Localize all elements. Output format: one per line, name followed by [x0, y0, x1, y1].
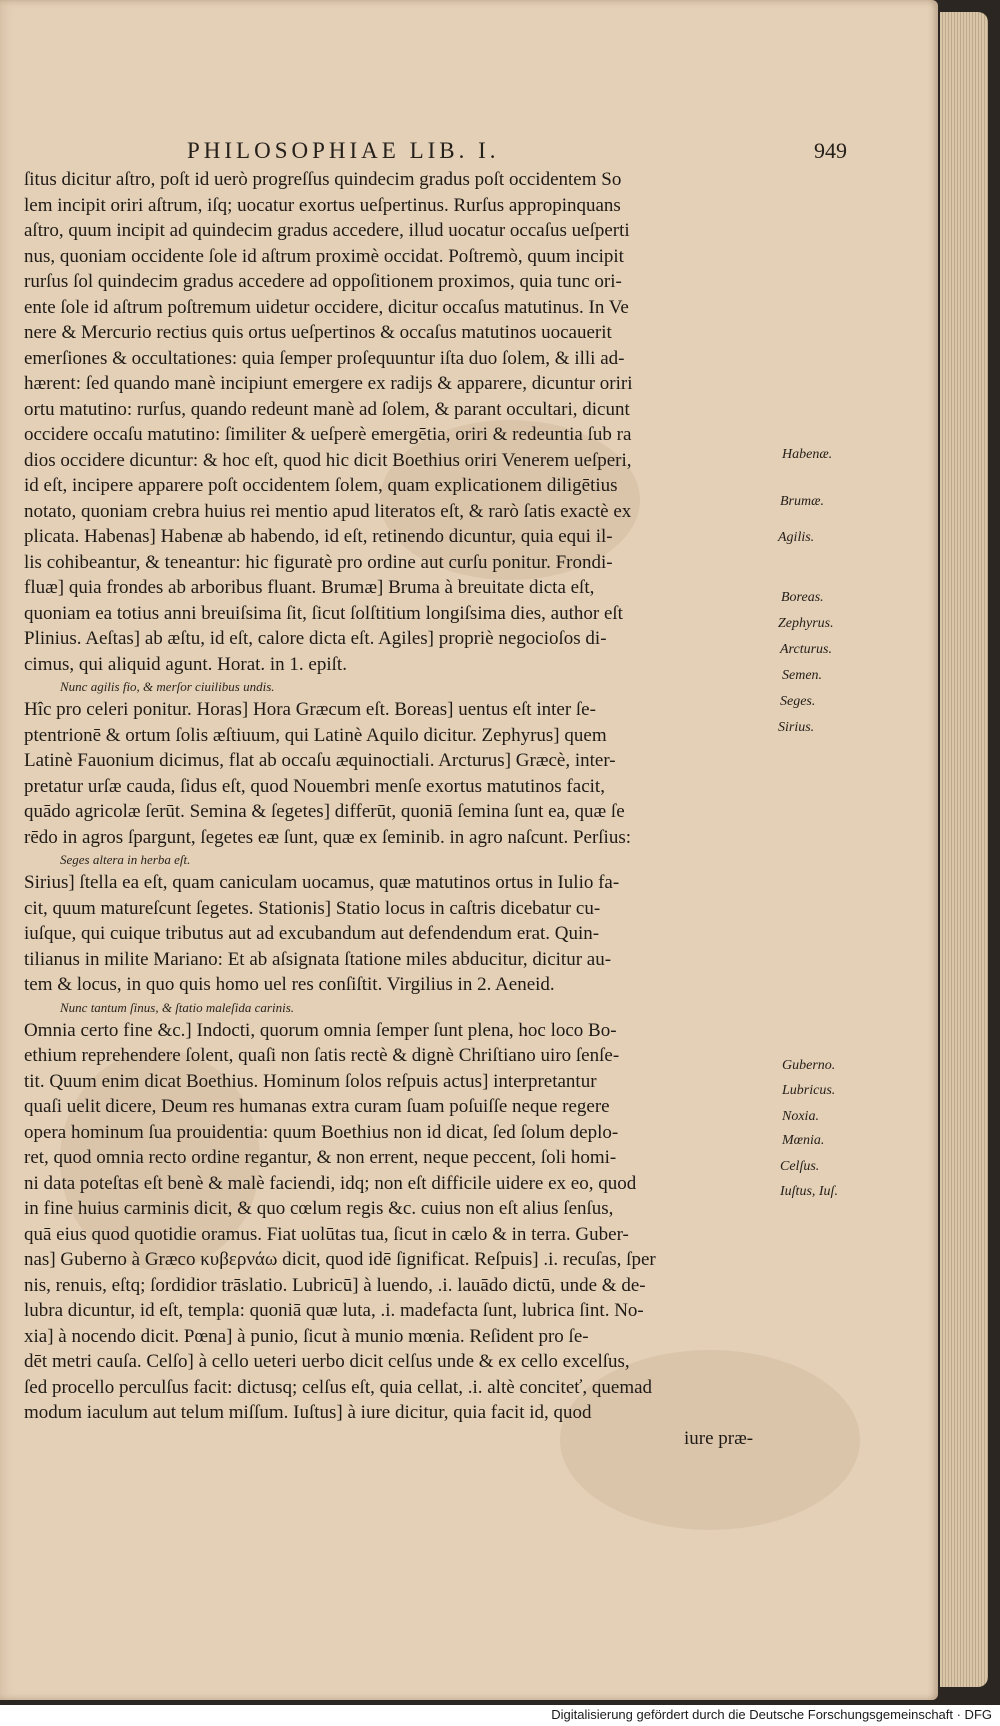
text-line: nus, quoniam occidente ſole id aſtrum proximè occidat. Poſtremò, quum incipit [24, 245, 624, 267]
margin-note: Brumæ. [780, 494, 824, 509]
page-header [187, 138, 847, 166]
text-line: Omnia certo fine &c.] Indocti, quorum omnia ſemper ſunt plena, hoc loco Bo- [24, 1019, 617, 1041]
text-line: lem incipit oriri aſtrum, iſq; uocatur exortus ueſpertinus. Rurſus appropinquans [24, 194, 621, 216]
text-line: nas] Guberno à Græco κυβερνάω dicit, quod idē ſignificat. Reſpuis] .i. recuſas, ſper [24, 1249, 656, 1270]
text-line: tit. Quum enim dicat Boethius. Hominum ſolos reſpuis actus] interpretantur [24, 1070, 597, 1092]
verse-quotation: Nunc agilis fio, & merſor ciuilibus undis. [60, 679, 275, 694]
digitization-footer [0, 1705, 1000, 1726]
text-line: hærent: ſed quando manè incipiunt emergere ex radijs & apparere, dicuntur oriri [24, 373, 633, 394]
text-line: notato, quoniam crebra huius rei mentio apud literatos eſt, & rarò ſatis exactè ex [24, 500, 632, 522]
text-line: emerſiones & occultationes: quia ſemper proſequuntur iſta duo ſolem, & illi ad- [24, 347, 625, 369]
margin-note: Agilis. [778, 530, 815, 545]
verse-quotation: Nunc tantum ſinus, & ſtatio maleſida carinis. [60, 999, 294, 1015]
margin-note: Habenæ. [782, 447, 833, 462]
text-line: Hîc pro celeri ponitur. Horas] Hora Græcum eſt. Boreas] uentus eſt inter ſe- [24, 699, 596, 720]
running-head: PHILOSOPHIAE LIB. I. [187, 138, 500, 163]
text-line: ſed procello perculſus facit: dictusq; celſus eſt, quia cellat, .i. altè conciteť, quemad [24, 1376, 653, 1398]
text-line: iuſque, qui cuique tributus aut ad excubandum aut defendendum erat. Quin- [24, 923, 600, 944]
margin-note: Sirius. [778, 720, 815, 735]
book-fore-edge [940, 12, 988, 1687]
margin-note: Boreas. [781, 590, 824, 605]
text-line: pretatur urſæ cauda, ſidus eſt, quod Nouembri menſe exortus matutinos facit, [24, 775, 605, 797]
text-line: Latinè Fauonium dicimus, flat ab occaſu æquinoctiali. Arcturus] Græcè, inter- [24, 750, 616, 771]
margin-note: Lubricus. [782, 1083, 836, 1098]
text-line: Sirius] ſtella ea eſt, quam caniculam uocamus, quæ matutinos ortus in Iulio fa- [24, 872, 620, 893]
text-line: tilianus in milite Mariano: Et ab aſsignata ſtatione miles abducitur, dicitur au- [24, 948, 612, 970]
text-line: ret, quod omnia recto ordine regantur, & non errent, neque peccent, ſoli homi- [24, 1147, 617, 1168]
margin-note: Arcturus. [780, 642, 832, 657]
text-line: id eſt, incipere apparere poſt occidentem ſolem, quam explicationem diligētius [24, 475, 618, 496]
text-line: quā eius quod quotidie oramus. Fiat uolūtas tua, ſicut in cælo & in terra. Guber- [24, 1223, 629, 1245]
margin-note: Zephyrus. [778, 616, 834, 631]
text-line: fluæ] quia frondes ab arboribus fluant. Brumæ] Bruma à breuitate dicta eſt, [24, 577, 595, 598]
margin-note: Iuſtus, Iuſ. [780, 1184, 838, 1199]
text-line: lubra dicuntur, id eſt, templa: quoniā quæ luta, .i. madefacta ſunt, lubrica ſint. No- [24, 1300, 644, 1321]
text-line: rurſus ſol quindecim gradus accedere ad oppoſitionem proximos, quia tunc ori- [24, 271, 622, 292]
text-line: ortu matutino: rurſus, quando redeunt manè ad ſolem, & parant occultari, dicunt [24, 398, 630, 420]
text-line: dēt metri cauſa. Celſo] à cello ueteri uerbo dicit celſus unde & ex cello excelſus, [24, 1351, 630, 1372]
text-line: dios occidere dicuntur: & hoc eſt, quod hic dicit Boethius oriri Venerem ueſperi, [24, 449, 632, 471]
margin-note: Noxia. [782, 1109, 819, 1124]
text-line: ſitus dicitur aſtro, poſt id uerò progreſſus quindecim gradus poſt occidentem So [24, 169, 622, 190]
text-line: cimus, qui aliquid agunt. Horat. in 1. epiſt. [24, 653, 347, 675]
margin-note: Seges. [780, 694, 816, 709]
text-line: xia] à nocendo dicit. Pœna] à punio, ſicut à munio mœnia. Reſident pro ſe- [24, 1325, 589, 1347]
page-number: 949 [814, 138, 847, 163]
text-line: ente ſole id aſtrum poſtremum uidetur occidere, dicitur occaſus matutinus. In Ve [24, 296, 629, 318]
text-line: lis cohibeantur, & teneantur: hic figuratè pro ordine aut curſu ponitur. Frondi- [24, 551, 613, 573]
text-line: ethium reprehendere ſolent, quaſi non ſatis rectè & dignè Chriſtiano uiro ſenſe- [24, 1045, 620, 1066]
text-line: ptentrionē & ortum ſolis æſtiuum, qui Latinè Aquilo dicitur. Zephyrus] quem [24, 724, 607, 746]
text-line: in fine huius carminis dicit, & quo cœlum regis &c. cuius non eſt alius ſenſus, [24, 1198, 614, 1219]
text-line: nis, renuis, eſtq; ſordidior trāslatio. Lubricū] à luendo, .i. lauādo dictū, unde & de- [24, 1274, 646, 1296]
text-line: modum iaculum aut telum miſſum. Iuſtus] à iure dicitur, quia facit id, quod [24, 1402, 592, 1423]
text-line: quādo agricolæ ſerūt. Semina & ſegetes] differūt, quoniā ſemina ſunt ea, quæ ſe [24, 801, 625, 822]
text-line: quaſi uelit dicere, Deum res humanas extra curam ſuam poſuiſſe neque regere [24, 1096, 610, 1117]
text-line: quoniam ea totius anni breuiſsima ſit, ſicut ſolſtitium longiſsima dies, author eſt [24, 602, 623, 624]
margin-note: Guberno. [782, 1058, 836, 1073]
text-line: occidere occaſu matutino: ſimiliter & ueſperè emergētia, oriri & redeuntia ſub ra [24, 424, 632, 445]
margin-note: Semen. [782, 668, 823, 683]
text-line: iure præ- [684, 1427, 754, 1449]
text-line: plicata. Habenas] Habenæ ab habendo, id eſt, retinendo dicuntur, quia equi il- [24, 526, 613, 547]
text-line: aſtro, quum incipit ad quindecim gradus accedere, illud uocatur occaſus ueſperti [24, 220, 630, 241]
verse-quotation: Seges altera in herba eſt. [60, 852, 191, 867]
text-line: tem & locus, in quo quis homo uel res conſiſtit. Virgilius in 2. Aeneid. [24, 974, 555, 995]
text-line: nere & Mercurio rectius quis ortus ueſpertinos & occaſus matutinos uocauerit [24, 322, 612, 343]
commentary-text [24, 167, 779, 1451]
text-line: opera hominum ſua prouidentia: quum Boethius non id dicat, ſed ſolum deplo- [24, 1121, 619, 1143]
margin-note: Celſus. [780, 1159, 820, 1174]
text-line: Plinius. Aeſtas] ab æſtu, id eſt, calore dicta eſt. Agiles] propriè negocioſos di- [24, 628, 607, 649]
text-line: ni data poteſtas eſt benè & malè faciendi, idq; non eſt difficile uidere ex eo, quod [24, 1172, 637, 1194]
text-line: cit, quum matureſcunt ſegetes. Stationis] Statio locus in caſtris dicebatur cu- [24, 897, 601, 919]
text-line: rēdo in agros ſpargunt, ſegetes eæ ſunt, quæ ex ſeminib. in agro naſcunt. Perſius: [24, 826, 632, 848]
funding-credit: Digitalisierung gefördert durch die Deutsche Forschungsgemeinschaft · DFG [551, 1707, 992, 1722]
margin-note: Mœnia. [782, 1133, 825, 1148]
